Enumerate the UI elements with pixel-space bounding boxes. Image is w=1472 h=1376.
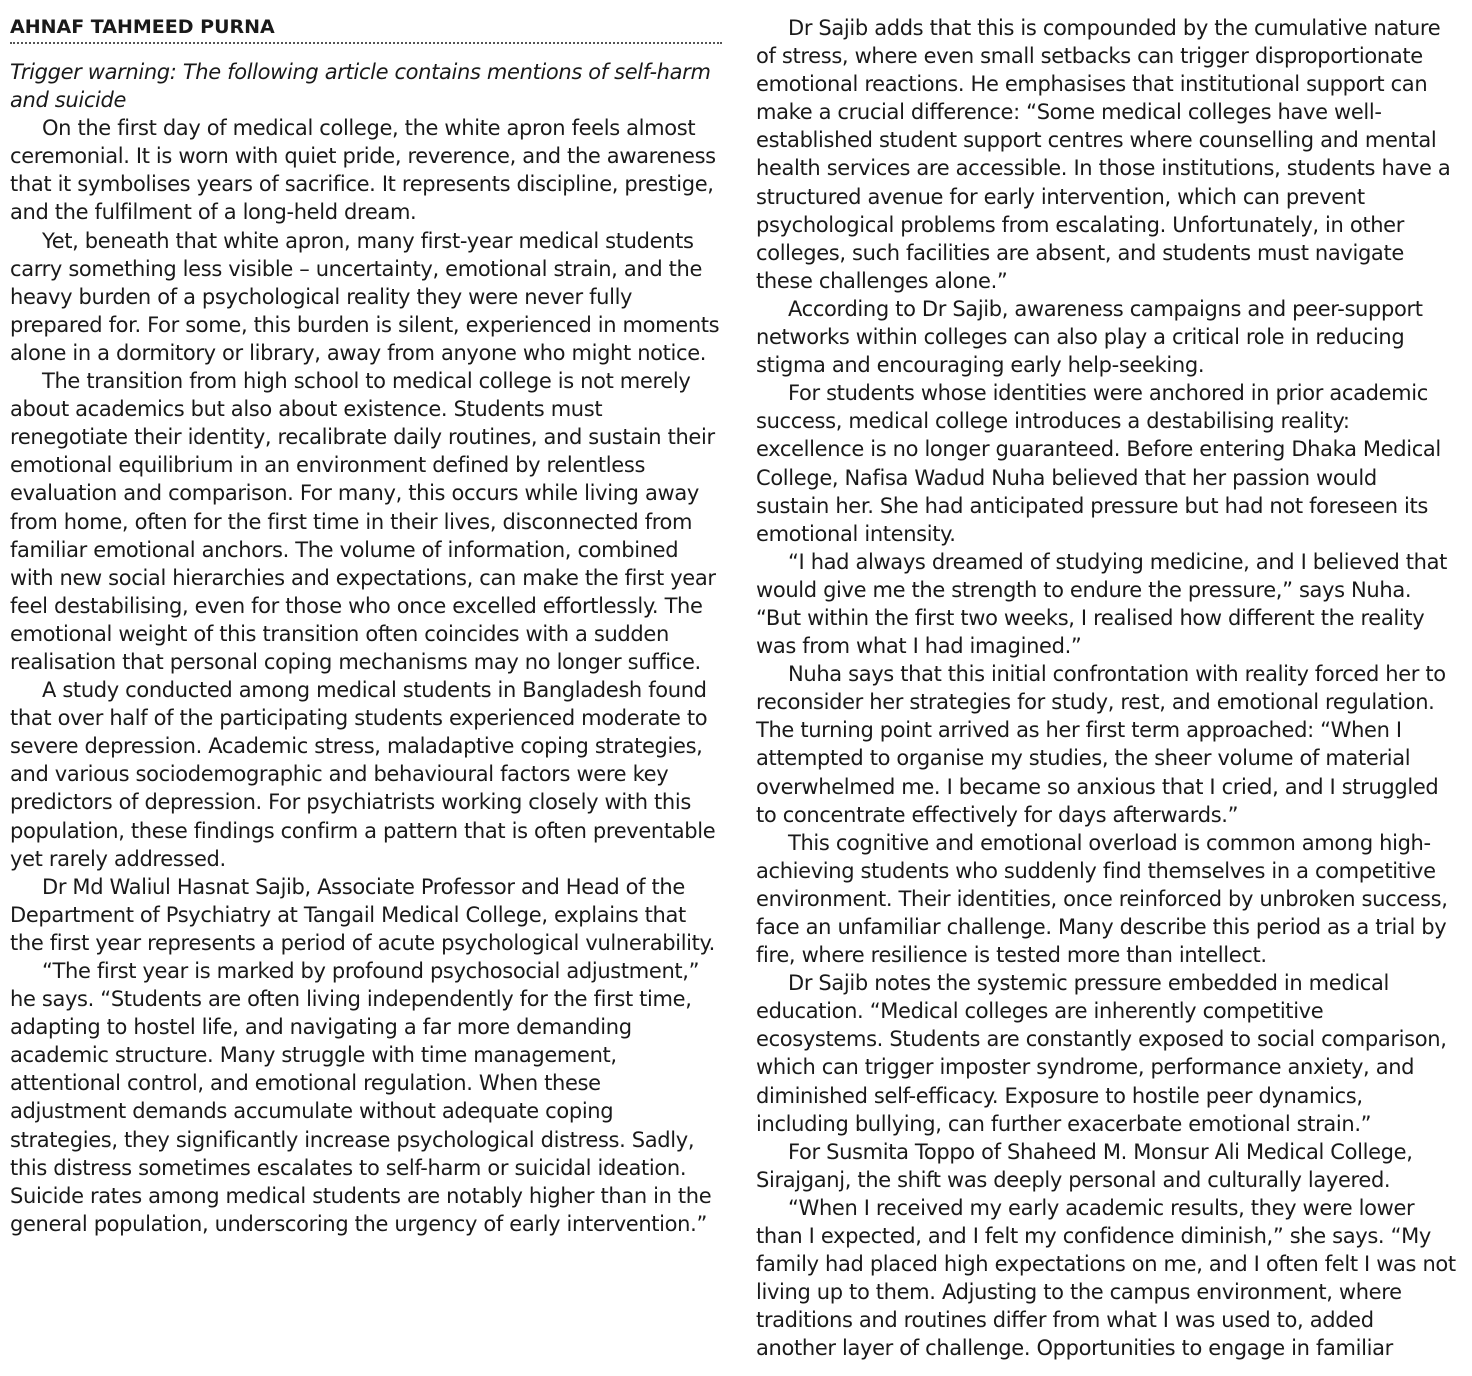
- paragraph: A study conducted among medical students in Bangladesh found that over half of the participating students experienced moderate to severe depression. Academic stress, maladaptive coping strategies, and various sociodemographic and behavioural factors were key predictors of depression. For psychiatrists working closely with this population, these findings confirm a pattern that is often preventable yet rarely addressed.: [10, 678, 716, 871]
- right-column: [756, 0, 1456, 1363]
- paragraph: “I had always dreamed of studying medicine, and I believed that would give me the strength to endure the pressure,” says Nuha. “But within the first two weeks, I realised how different the reality was from what I had imagined.”: [756, 549, 1448, 659]
- paragraph: Nuha says that this initial confrontation with reality forced her to reconsider her strategies for study, rest, and emotional regulation. The turning point arrived as her first term approached: “When I attempted to organise my studies, the sheer volume of material overwhelmed me. I became so anxious that I cried, and I struggled to concentrate effectively for days afterwards.”: [756, 662, 1446, 827]
- paragraph: Yet, beneath that white apron, many first-year medical students carry something less visible – uncertainty, emotional strain, and the heavy burden of a psychological reality they were never fully prepared for. For some, this burden is silent, experienced in moments alone in a dormitory or library, away from anyone who might notice.: [10, 228, 720, 365]
- trigger-warning: Trigger warning: The following article contains mentions of self-harm and suicide: [10, 60, 711, 113]
- paragraph: For students whose identities were anchored in prior academic success, medical college introduces a destabilising reality: excellence is no longer guaranteed. Before entering Dhaka Medical College, Nafisa Wadud Nuha believed that her passion would sustain her. She had anticipated pressure but had not foreseen its emotional intensity.: [756, 381, 1441, 546]
- left-column: [10, 0, 722, 1238]
- paragraph: For Susmita Toppo of Shaheed M. Monsur Ali Medical College, Sirajganj, the shift was deeply personal and culturally layered.: [756, 1139, 1413, 1192]
- byline-divider: [10, 42, 722, 44]
- paragraph: On the first day of medical college, the white apron feels almost ceremonial. It is worn with quiet pride, reverence, and the awareness that it symbolises years of sacrifice. It represents discipline, prestige, and the fulfilment of a long-held dream.: [10, 116, 716, 225]
- paragraph: Dr Md Waliul Hasnat Sajib, Associate Professor and Head of the Department of Psychiatry at Tangail Medical College, explains that the first year represents a period of acute psychological vulnerability.: [10, 874, 715, 955]
- paragraph: The transition from high school to medical college is not merely about academics but also about existence. Students must renegotiate their identity, recalibrate daily routines, and sustain their emotional equilibrium in an environment defined by relentless evaluation and comparison. For many, this occurs while living away from home, often for the first time in their lives, disconnected from familiar emotional anchors. The volume of information, combined with new social hierarchies and expectations, can make the first year feel destabilising, even for those who once excelled effortlessly. The emotional weight of this transition often coincides with a sudden realisation that personal coping mechanisms may no longer suffice.: [10, 369, 716, 674]
- byline: AHNAF TAHMEED PURNA: [10, 16, 275, 38]
- paragraph: This cognitive and emotional overload is common among high-achieving students who suddenly find themselves in a competitive environment. Their identities, once reinforced by unbroken success, face an unfamiliar challenge. Many describe this period as a trial by fire, where resilience is tested more than intellect.: [756, 830, 1448, 968]
- paragraph: “The first year is marked by profound psychosocial adjustment,” he says. “Students are often living independently for the first time, adapting to hostel life, and navigating a far more demanding academic structure. Many struggle with time management, attentional control, and emotional regulation. When these adjustment demands accumulate without adequate coping strategies, they significantly increase psychological distress. Sadly, this distress sometimes escalates to self-harm or suicidal ideation. Suicide rates among medical students are notably higher than in the general population, underscoring the urgency of early intervention.”: [10, 959, 712, 1236]
- paragraph: “When I received my early academic results, they were lower than I expected, and I felt my confidence diminish,” she says. “My family had placed high expectations on me, and I often felt I was not living up to them. Adjusting to the campus environment, where traditions and routines differ from what I was used to, added another layer of challenge. Opportunities to engage in familiar: [756, 1195, 1456, 1361]
- paragraph: According to Dr Sajib, awareness campaigns and peer-support networks within colleges can also play a critical role in reducing stigma and encouraging early help-seeking.: [756, 296, 1423, 378]
- paragraph: Dr Sajib notes the systemic pressure embedded in medical education. “Medical colleges are inherently competitive ecosystems. Students are constantly exposed to social comparison, which can trigger imposter syndrome, performance anxiety, and diminished self-efficacy. Exposure to hostile peer dynamics, including bullying, can further exacerbate emotional strain.”: [756, 971, 1447, 1136]
- paragraph: Dr Sajib adds that this is compounded by the cumulative nature of stress, where even small setbacks can trigger disproportionate emotional reactions. He emphasises that institutional support can make a crucial difference: “Some medical colleges have well-established student support centres where counselling and mental health services are accessible. In those institutions, students have a structured avenue for early intervention, which can prevent psychological problems from escalating. Unfortunately, in other colleges, such facilities are absent, and students must navigate these challenges alone.”: [756, 16, 1451, 293]
